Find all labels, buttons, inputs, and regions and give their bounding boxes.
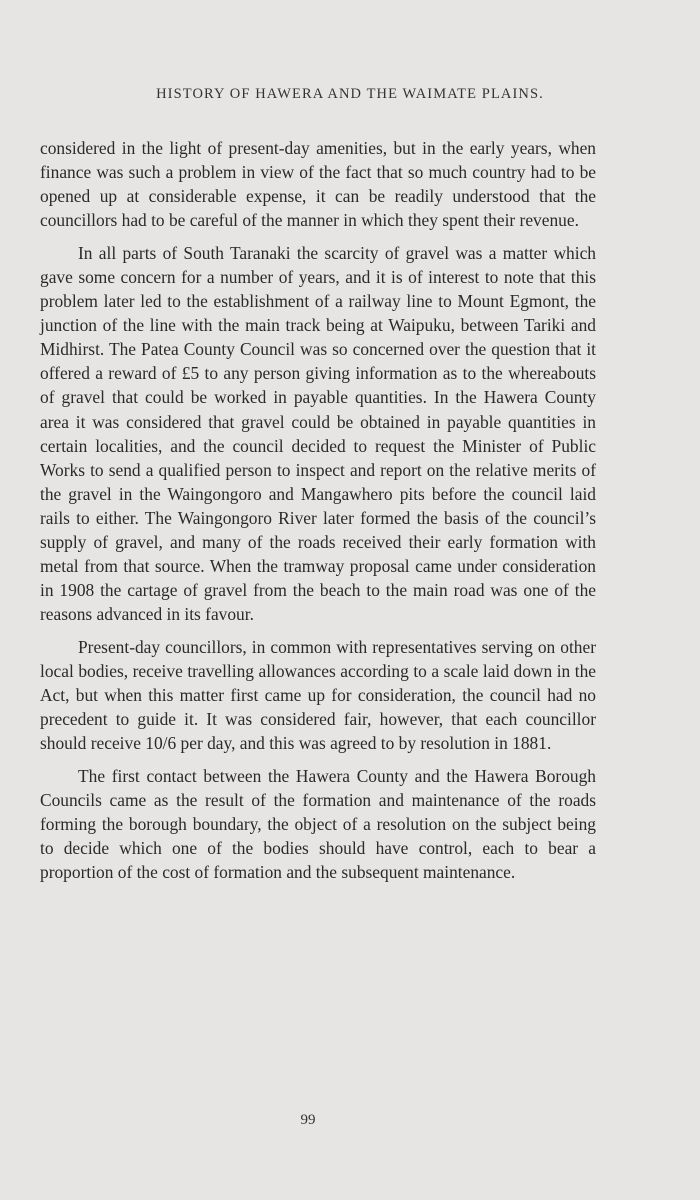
paragraph: considered in the light of present-day amenities, but in the early years, when finance was such a problem in view of the fact that so much country had to be opened up at considerable expense, it can be readily understood that the councillors had to be careful of the manner in which they spent their revenue. xyxy=(40,138,596,231)
body-text xyxy=(40,136,596,893)
paragraph: Present-day councillors, in common with representatives serving on other local bodies, receive travelling allowances according to a scale laid down in the Act, but when this matter first came up for consideration, the council had no precedent to guide it. It was considered fair, however, that each councillor should receive 10/6 per day, and this was agreed to by resolution in 1881. xyxy=(40,636,596,754)
paragraph: The first contact between the Hawera County and the Hawera Borough Councils came as the result of the formation and maintenance of the roads forming the borough boundary, the object of a resolution on the subject being to decide which one of the bodies should have control, each to bear a proportion of the cost of formation and the subsequent maintenance. xyxy=(40,765,596,883)
page-number: 99 xyxy=(300,1112,316,1128)
running-header: HISTORY OF HAWERA AND THE WAIMATE PLAINS. xyxy=(156,86,544,102)
paragraph: In all parts of South Taranaki the scarcity of gravel was a matter which gave some concern for a number of years, and it is of interest to note that this problem later led to the establishment of a railway line to Mount Egmont, the junction of the line with the main track being at Waipuku, between Tariki and Midhirst. The Patea County Council was so concerned over the question that it offered a reward of £5 to any person giving information as to the whereabouts of gravel that could be worked in payable quantities. In the Hawera County area it was considered that gravel could be obtained in payable quantities in certain localities, and the council decided to request the Minister of Public Works to send a qualified person to inspect and report on the relative merits of the gravel in the Waingongoro and Mangawhero pits before the council laid rails to either. The Waingongoro River later formed the basis of the council’s supply of gravel, and many of the roads received their early formation with metal from that source. When the tramway proposal came under consideration in 1908 the cartage of gravel from the beach to the main road was one of the reasons advanced in its favour. xyxy=(40,242,596,625)
